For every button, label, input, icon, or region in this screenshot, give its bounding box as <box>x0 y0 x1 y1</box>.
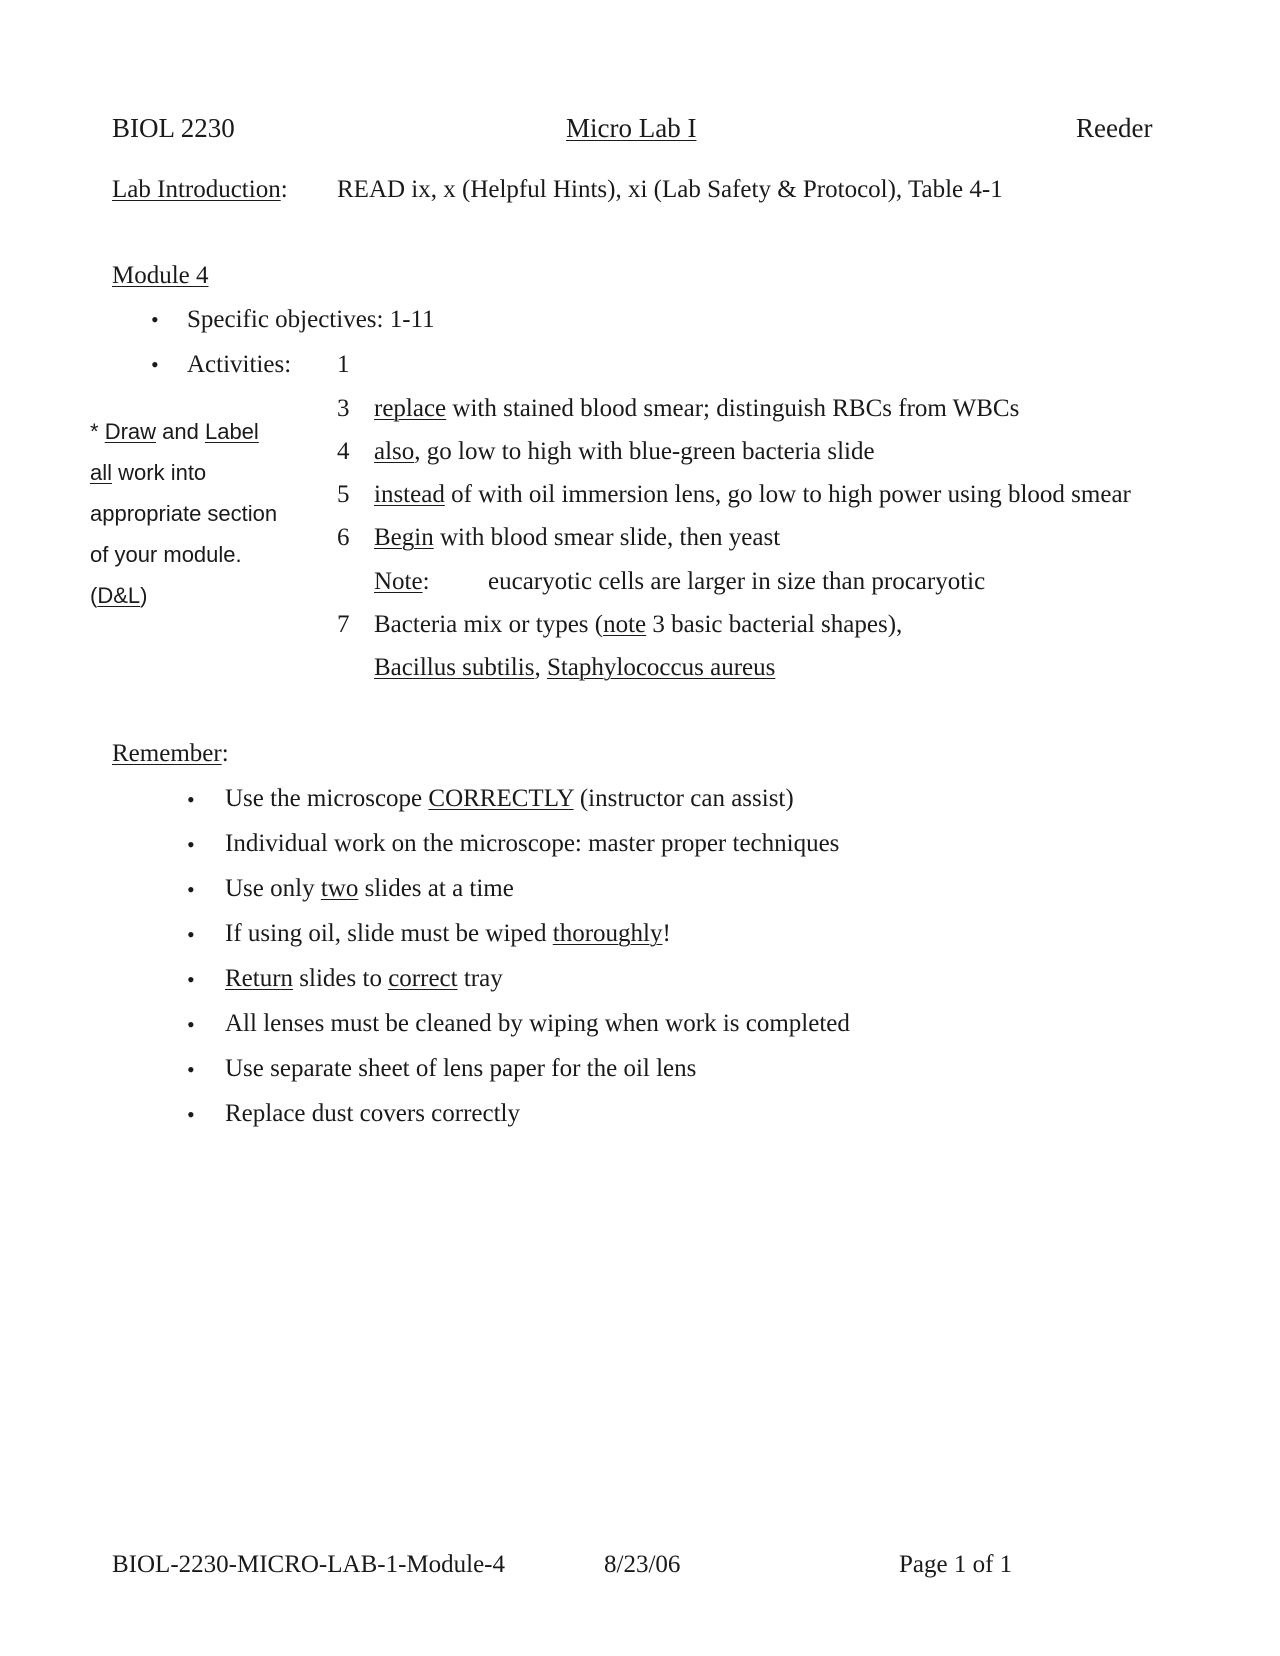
activity-number: 3 <box>337 395 350 422</box>
remember-item: Use separate sheet of lens paper for the oil lens <box>225 1055 697 1082</box>
note-dl: D&L <box>97 583 141 608</box>
activity-note-colon: : <box>422 568 430 595</box>
bullet-icon: • <box>187 787 195 812</box>
activity-number: 4 <box>337 438 350 465</box>
activity-item <box>374 394 1019 424</box>
remember-item <box>225 964 503 994</box>
bullet-icon: • <box>187 832 195 857</box>
sidebar-note-line3: appropriate section <box>90 501 278 526</box>
activity7-post: 3 basic bacterial shapes), <box>646 611 903 638</box>
remember-item <box>225 919 671 949</box>
module-title <box>112 261 209 291</box>
note-paren-open: ( <box>90 583 98 608</box>
lab-intro-text: READ ix, x (Helpful Hints), xi (Lab Safety & Protocol), Table 4-1 <box>337 176 1003 203</box>
bullet-icon: • <box>187 1012 195 1037</box>
remember-text: slides to <box>293 965 389 992</box>
activity7-pre: Bacteria mix or types ( <box>374 611 604 638</box>
footer-date: 8/23/06 <box>604 1551 681 1578</box>
activity-lead: Begin <box>374 524 434 551</box>
activity-number: 5 <box>337 481 350 508</box>
organism-sep: , <box>534 654 547 681</box>
remember-label-text: Remember <box>112 740 222 767</box>
activity-lead: instead <box>374 481 445 508</box>
footer-filename: BIOL-2230-MICRO-LAB-1-Module-4 <box>112 1551 506 1578</box>
note-label: Label <box>204 419 259 444</box>
sidebar-note-line5 <box>90 581 147 611</box>
activity-lead: replace <box>374 395 447 422</box>
remember-emphasis: Return <box>225 965 294 992</box>
remember-emphasis: CORRECTLY <box>428 785 574 812</box>
remember-emphasis: thoroughly <box>552 920 663 947</box>
bullet-icon: • <box>187 1102 195 1127</box>
bullet-icon: • <box>187 967 195 992</box>
note-draw: Draw <box>104 419 157 444</box>
remember-item <box>225 784 794 814</box>
activity-number: 6 <box>337 524 350 551</box>
activity-item <box>374 610 902 640</box>
activity-number: 7 <box>337 611 350 638</box>
activity-note-label-text: Note <box>374 568 423 595</box>
instructor-name: Reeder <box>1076 113 1153 143</box>
bullet-icon: • <box>187 877 195 902</box>
objectives-item: Specific objectives: 1-11 <box>187 306 435 333</box>
lab-intro-colon: : <box>280 176 288 203</box>
document-title <box>566 112 696 144</box>
note-star: * <box>90 419 105 444</box>
activity-note-label <box>374 567 430 597</box>
activity-rest: with stained blood smear; distinguish RBCs from WBCs <box>446 395 1020 422</box>
organism-bacillus: Bacillus subtilis <box>374 654 535 681</box>
activities-label: Activities: <box>187 351 292 378</box>
module-title-text: Module 4 <box>112 262 209 289</box>
document-title-text: Micro Lab I <box>566 113 697 143</box>
remember-text: If using oil, slide must be wiped <box>225 920 553 947</box>
activity-note-text: eucaryotic cells are larger in size than procaryotic <box>488 568 986 595</box>
activity-item <box>374 523 780 553</box>
remember-emphasis: correct <box>388 965 458 992</box>
remember-emphasis: two <box>320 875 359 902</box>
organism-staphylococcus: Staphylococcus aureus <box>546 654 776 681</box>
organism-list <box>374 653 775 683</box>
bullet-icon: • <box>151 352 159 377</box>
remember-label <box>112 739 229 769</box>
activity7-note: note <box>603 611 647 638</box>
sidebar-note-line1 <box>90 417 259 447</box>
footer-page: Page 1 of 1 <box>899 1551 1013 1578</box>
remember-item: Replace dust covers correctly <box>225 1100 521 1127</box>
note-all: all <box>90 460 113 485</box>
note-and: and <box>156 419 205 444</box>
remember-text: ! <box>662 920 671 947</box>
remember-text: tray <box>457 965 503 992</box>
activity-number: 1 <box>337 351 350 378</box>
bullet-icon: • <box>187 1057 195 1082</box>
bullet-icon: • <box>151 307 159 332</box>
note-paren-close: ) <box>140 583 148 608</box>
bullet-icon: • <box>187 922 195 947</box>
note-line2-rest: work into <box>112 460 207 485</box>
lab-intro-label <box>112 175 288 205</box>
activity-item <box>374 480 1131 510</box>
course-code: BIOL 2230 <box>112 113 235 143</box>
remember-colon: : <box>221 740 229 767</box>
activity-lead: also <box>374 438 415 465</box>
lab-intro-label-text: Lab Introduction <box>112 176 281 203</box>
remember-item <box>225 874 514 904</box>
activity-rest: with blood smear slide, then yeast <box>433 524 781 551</box>
sidebar-note-line4: of your module. <box>90 542 242 567</box>
activity-rest: , go low to high with blue-green bacteria slide <box>414 438 875 465</box>
remember-text: Use the microscope <box>225 785 429 812</box>
remember-text: (instructor can assist) <box>573 785 794 812</box>
remember-text: slides at a time <box>358 875 514 902</box>
remember-item: All lenses must be cleaned by wiping when work is completed <box>225 1010 850 1037</box>
remember-text: Use only <box>225 875 321 902</box>
activity-item <box>374 437 875 467</box>
sidebar-note-line2 <box>90 458 206 488</box>
activity-rest: of with oil immersion lens, go low to high power using blood smear <box>444 481 1131 508</box>
remember-item: Individual work on the microscope: master proper techniques <box>225 830 840 857</box>
